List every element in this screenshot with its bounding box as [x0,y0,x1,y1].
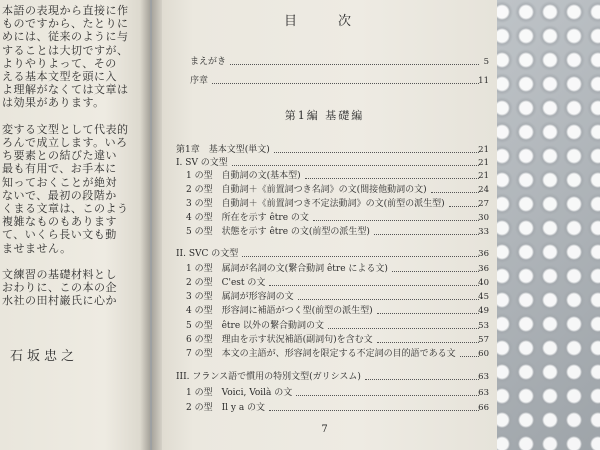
left-page-line: ものですから、たとりに [2,17,129,31]
toc-entry-label: 1 の型 Voici, Voilà の文 [186,388,293,398]
bubble-wrap-background [490,0,600,450]
left-page-line: 複雑なものもあります [2,215,117,229]
left-page-line: は効果があります。 [2,96,105,110]
toc-entry [152,387,497,400]
toc-leader-dots [365,371,479,380]
toc-entry-page: 33 [478,227,489,237]
toc-leader-dots [377,305,479,314]
left-page-line: くまる文章は、このよう [2,202,129,215]
left-page-line: ませません。 [2,241,72,255]
toc-entry-page: 57 [478,335,489,345]
toc-entry-label: まえがき [190,57,227,67]
left-page-line: よりやりよって、その [2,56,117,70]
toc-entry [152,226,497,239]
toc-entry-label: 5 の型 状態を示す être の文(前型の派生型) [186,227,370,237]
toc-leader-dots [242,248,479,257]
toc-entry [152,291,497,304]
toc-entry-label: III. フランス語で慣用の特別文型(ガリシスム) [176,372,361,382]
toc-leader-dots [431,184,479,193]
toc-leader-dots [296,387,479,396]
toc-entry-label: 5 の型 être 以外の繋合動詞の文 [186,321,325,331]
toc-entry-page: 53 [478,321,489,331]
toc-entry-label: 序章 [190,76,209,86]
toc-leader-dots [212,75,479,84]
toc-leader-dots [313,212,479,221]
toc-entry [152,305,497,318]
toc-entry [152,170,497,183]
left-page-line: 最も有用で、お手本に [2,162,117,176]
toc-entry-label: 2 の型 Il y a の文 [186,403,266,413]
toc-entry-page: 30 [478,213,489,223]
toc-entry-page: 36 [478,249,489,259]
toc-entry-page: 45 [478,292,489,302]
toc-leader-dots [377,334,479,343]
toc-entry-page: 40 [478,278,489,288]
toc-entry-page: 21 [478,158,489,168]
part-heading: 第1編 基礎編 [284,109,365,122]
toc-entry [152,56,497,69]
left-page-line: 知っておくことが絶対 [2,175,117,189]
toc-entry [152,248,497,261]
toc-leader-dots [298,291,479,300]
author-signature: 石坂忠之 [10,349,79,364]
toc-leader-dots [392,263,479,272]
toc-entry [152,212,497,225]
left-page-line: 水社の田村巌氏に心か [2,294,117,308]
toc-entry-label: 3 の型 自動詞＋《前置詞つき不定法動詞》の文(前型の派生型) [186,199,445,209]
toc-entry-page: 60 [478,349,489,359]
toc-entry-label: 6 の型 理由を示す状況補語(副詞句)を含む文 [186,335,373,345]
toc-leader-dots [274,144,479,153]
toc-leader-dots [269,277,479,286]
left-page-line: ろんで成立します。いろ [2,136,128,149]
toc-title: 目 次 [283,14,365,29]
toc-entry [152,334,497,347]
toc-leader-dots [328,320,479,329]
toc-entry-page: 63 [478,388,489,398]
left-page-line: 変する文型として代表的 [2,122,129,136]
toc-entry-page: 63 [478,372,489,382]
left-page-line: て、いくら長い文も動 [2,228,117,242]
toc-entry-page: 24 [478,185,489,195]
toc-entry-page: 66 [478,403,489,413]
toc-entry-label: 2 の型 自動詞＋《前置詞つき名詞》の文(間接他動詞の文) [186,185,427,195]
toc-leader-dots [449,198,479,207]
toc-entry [152,157,497,170]
toc-leader-dots [232,157,479,166]
page-number: 7 [321,424,328,435]
left-page-line: える基本文型を頭に入 [2,70,117,83]
toc-entry-label: 1 の型 自動詞の文(基本型) [186,171,301,181]
left-page [0,0,150,450]
toc-entry-label: I. SV の文型 [176,158,228,168]
book-gutter-shadow [140,0,162,450]
toc-entry-page: 49 [478,306,489,316]
left-page-line: 本語の表現から直接に作 [2,4,129,17]
toc-entry-page: 5 [483,57,489,67]
toc-entry [152,402,497,415]
toc-entry-label: 3 の型 属詞が形容詞の文 [186,292,294,302]
left-page-line: おわりに、この本の企 [2,281,117,295]
left-page-line: めには、従来のように与 [2,30,129,44]
toc-entry [152,184,497,197]
toc-entry-page: 11 [478,76,489,86]
toc-leader-dots [460,348,479,357]
toc-entry [152,144,497,157]
toc-entry-label: 4 の型 形容詞に補語がつく型(前型の派生型) [186,306,373,316]
toc-leader-dots [305,170,479,179]
toc-entry-page: 27 [478,199,489,209]
toc-entry-page: 21 [478,171,489,181]
toc-entry-label: II. SVC の文型 [176,249,239,259]
toc-entry [152,277,497,290]
toc-entry-label: 2 の型 C'est の文 [186,278,266,288]
toc-entry-label: 7 の型 本文の主語が、形容詞を限定する不定詞の目的語である文 [186,349,456,359]
left-page-line: よ理解がなくては文章は [2,83,129,97]
toc-leader-dots [269,402,479,411]
toc-entry [152,320,497,333]
left-page-line: 文練習の基礎材料とし [2,268,117,281]
toc-entry-label: 1 の型 属詞が名詞の文(繋合動詞 être による文) [186,264,388,274]
toc-entry [152,75,497,88]
toc-entry [152,263,497,276]
toc-entry [152,198,497,211]
left-page-line: ち要素との結びた違い [2,149,117,163]
toc-entry-label: 第1章 基本文型(単文) [176,145,270,155]
toc-entry [152,371,497,384]
left-page-line: することは大切ですが、 [2,43,129,57]
toc-entry-page: 36 [478,264,489,274]
toc-page [152,0,497,450]
toc-leader-dots [374,226,479,235]
toc-leader-dots [230,56,479,65]
toc-entry-label: 4 の型 所在を示す être の文 [186,213,309,223]
toc-entry [152,348,497,361]
left-page-line: ないで、最初の段階か [2,188,117,202]
toc-entry-page: 21 [478,145,489,155]
